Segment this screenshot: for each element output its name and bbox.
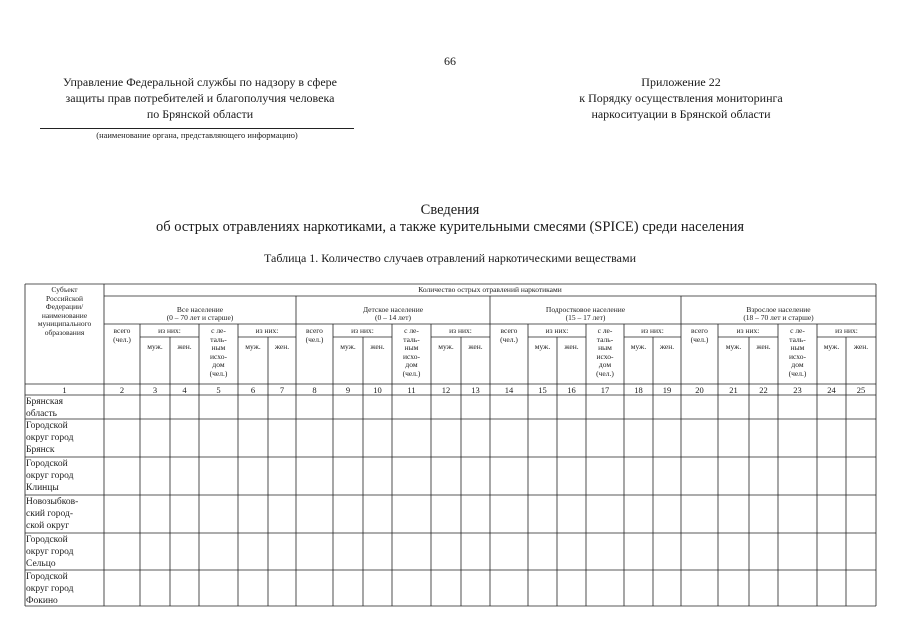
male-header: муж. bbox=[823, 342, 840, 351]
total-header: всего (чел.) bbox=[113, 326, 131, 344]
row-label: Городской округ город Клинцы bbox=[26, 459, 74, 493]
column-number: 20 bbox=[695, 384, 704, 395]
column-number: 8 bbox=[312, 384, 317, 395]
of-them-header: из них: bbox=[351, 326, 374, 335]
column-number: 1 bbox=[62, 384, 67, 395]
group-header: Подростковое население (15 – 17 лет) bbox=[545, 305, 626, 322]
lethal-header: с ле- таль- ным исхо- дом (чел.) bbox=[209, 326, 228, 378]
table-caption: Таблица 1. Количество случаев отравлений наркотическими веществами bbox=[263, 251, 637, 265]
male-header: муж. bbox=[147, 342, 163, 351]
row-label: Городской округ город Брянск bbox=[26, 421, 74, 455]
column-number: 12 bbox=[441, 384, 451, 395]
column-number: 9 bbox=[345, 384, 351, 395]
column-number: 24 bbox=[827, 384, 836, 395]
female-header: жен. bbox=[370, 342, 385, 351]
group-header: Детское население (0 – 14 лет) bbox=[362, 305, 424, 322]
appendix-line: Приложение 22 bbox=[641, 75, 721, 89]
organization-caption: (наименование органа, представляющего информацию) bbox=[96, 130, 298, 140]
male-header: муж. bbox=[438, 342, 454, 351]
column-number: 19 bbox=[662, 384, 672, 395]
of-them-header: из них: bbox=[158, 326, 181, 335]
organization-line: защиты прав потребителей и благополучия человека bbox=[65, 91, 335, 105]
of-them-header: из них: bbox=[736, 326, 760, 335]
of-them-header: из них: bbox=[641, 326, 664, 335]
column-number: 22 bbox=[759, 384, 768, 395]
female-header: жен. bbox=[659, 342, 675, 351]
title-line-2: об острых отравлениях наркотиками, а также курительными смесями (SPICE) среди населения bbox=[155, 219, 745, 235]
total-header: всего (чел.) bbox=[690, 326, 709, 344]
column-number: 5 bbox=[216, 384, 221, 395]
column-number: 2 bbox=[119, 384, 125, 395]
total-header: всего (чел.) bbox=[500, 326, 518, 344]
male-header: муж. bbox=[534, 342, 551, 351]
female-header: жен. bbox=[756, 342, 771, 351]
row-label: Городской округ город Сельцо bbox=[26, 535, 74, 569]
column-number: 23 bbox=[793, 384, 802, 395]
row-label: Брянская область bbox=[26, 397, 63, 419]
column-number: 11 bbox=[407, 384, 416, 395]
female-header: жен. bbox=[853, 342, 869, 351]
male-header: муж. bbox=[725, 342, 742, 351]
female-header: жен. bbox=[564, 342, 579, 351]
of-them-header: из них: bbox=[449, 326, 472, 335]
appendix-line: наркоситуации в Брянской области bbox=[591, 107, 771, 121]
column-number: 21 bbox=[729, 384, 738, 395]
column-number: 18 bbox=[634, 384, 643, 395]
column-number: 7 bbox=[279, 384, 285, 395]
total-header: всего (чел.) bbox=[305, 326, 324, 344]
group-header: Взрослое население (18 – 70 лет и старше) bbox=[743, 305, 814, 322]
female-header: жен. bbox=[274, 342, 290, 351]
female-header: жен. bbox=[177, 342, 192, 351]
column-number: 3 bbox=[152, 384, 158, 395]
column-number: 15 bbox=[538, 384, 547, 395]
group-header: Все население (0 – 70 лет и старше) bbox=[166, 305, 234, 322]
organization-line: Управление Федеральной службы по надзору в сфере bbox=[63, 75, 337, 89]
column-number: 16 bbox=[567, 384, 576, 395]
main-header: Количество острых отравлений наркотиками bbox=[418, 285, 562, 294]
lethal-header: с ле- таль- ным исхо- дом (чел.) bbox=[402, 326, 421, 378]
column-number: 17 bbox=[600, 384, 610, 395]
of-them-header: из них: bbox=[835, 326, 858, 335]
column-number: 4 bbox=[182, 384, 187, 395]
lethal-header: с ле- таль- ным исхо- дом (чел.) bbox=[788, 326, 807, 378]
title-line-1: Сведения bbox=[420, 202, 480, 218]
row-label: Городской округ город Фокино bbox=[26, 572, 74, 606]
male-header: муж. bbox=[245, 342, 261, 351]
column-number: 13 bbox=[471, 384, 480, 395]
page-number: 66 bbox=[444, 54, 456, 68]
subject-header: Субъект Российской Федерации/ наименование муниципального образования bbox=[37, 285, 92, 337]
row-label: Новозыбков- ский город- ской округ bbox=[26, 497, 79, 531]
column-number: 14 bbox=[504, 384, 514, 395]
male-header: муж. bbox=[630, 342, 647, 351]
column-number: 6 bbox=[250, 384, 256, 395]
column-number: 25 bbox=[856, 384, 866, 395]
appendix-line: к Порядку осуществления мониторинга bbox=[579, 91, 783, 105]
lethal-header: с ле- таль- ным исхо- дом (чел.) bbox=[596, 326, 614, 378]
female-header: жен. bbox=[468, 342, 483, 351]
column-number: 10 bbox=[373, 384, 382, 395]
organization-line: по Брянской области bbox=[146, 107, 254, 121]
of-them-header: из них: bbox=[255, 326, 279, 335]
of-them-header: из них: bbox=[545, 326, 569, 335]
male-header: муж. bbox=[340, 342, 356, 351]
